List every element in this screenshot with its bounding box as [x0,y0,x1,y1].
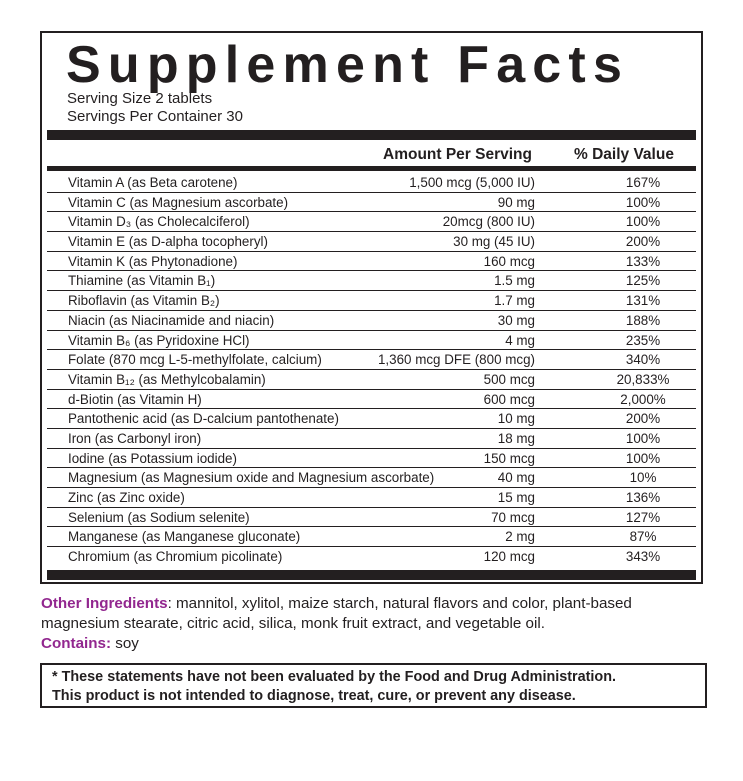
table-row [47,252,696,272]
nutrient-daily-value: 167% [625,175,661,190]
nutrient-name: Thiamine (as Vitamin B₁) [68,273,216,289]
nutrient-daily-value: 2,000% [620,391,666,407]
table-row [47,370,696,390]
nutrient-name: Vitamin K (as Phytonadione) [68,253,238,269]
nutrient-name: Iron (as Carbonyl iron) [68,430,202,446]
nutrient-daily-value: 100% [625,214,661,230]
serving-size: Serving Size 2 tablets [67,90,213,107]
nutrient-name: Chromium (as Chromium picolinate) [68,549,283,565]
nutrient-daily-value: 100% [625,430,661,446]
table-row [47,350,696,370]
nutrient-amount: 120 mcg [483,549,535,565]
nutrient-name: Vitamin B₁₂ (as Methylcobalamin) [68,371,266,387]
nutrient-amount: 90 mg [497,194,535,210]
nutrient-amount: 1,360 mcg DFE (800 mcg) [377,352,535,368]
nutrient-amount: 150 mcg [483,450,535,466]
column-header-daily-value: % Daily Value [574,146,674,163]
table-row [47,527,696,547]
nutrient-name: Vitamin B₆ (as Pyridoxine HCl) [68,332,250,348]
nutrient-amount: 18 mg [497,430,535,446]
servings-per-container: Servings Per Container 30 [67,108,243,125]
table-row [47,212,696,232]
fda-disclaimer-box [40,663,707,708]
table-row [47,193,696,213]
nutrient-amount: 1,500 mcg (5,000 IU) [409,175,535,190]
other-ingredients-text: : mannitol, xylitol, maize starch, natural flavors and color, plant-based magnesium stearate, citric acid, silica, monk fruit extract, and vegetable oil. [41,595,632,632]
nutrient-amount: 40 mg [497,470,535,486]
nutrient-daily-value: 340% [625,352,661,368]
nutrient-daily-value: 188% [625,312,661,328]
nutrient-daily-value: 10% [629,470,657,486]
nutrient-name: Iodine (as Potassium iodide) [68,450,237,466]
nutrient-daily-value: 235% [625,332,661,348]
table-row [47,429,696,449]
nutrient-amount: 1.7 mg [494,293,535,309]
nutrient-daily-value: 136% [625,490,661,505]
fda-disclaimer [52,668,616,706]
label-title: Supplement Facts [66,36,630,94]
disclaimer-line-2: This product is not intended to diagnose, treat, cure, or prevent any disease. [52,688,576,704]
nutrient-name: Vitamin E (as D-alpha tocopheryl) [68,234,268,250]
table-row [47,547,696,567]
bottom-divider [47,570,696,580]
nutrient-daily-value: 127% [625,509,661,525]
thick-divider [47,130,696,140]
table-row [47,488,696,508]
other-ingredients [41,594,701,634]
table-row [47,271,696,291]
table-row [47,390,696,410]
nutrient-daily-value: 100% [625,450,661,466]
nutrient-name: Magnesium (as Magnesium oxide and Magnesium ascorbate) [68,470,435,486]
disclaimer-line-1: * These statements have not been evaluated by the Food and Drug Administration. [52,669,616,685]
nutrient-amount: 70 mcg [491,509,535,525]
nutrient-name: Folate (870 mcg L-5-methylfolate, calcium) [68,352,322,368]
supplement-facts-panel [40,31,703,584]
nutrient-name: Manganese (as Manganese gluconate) [68,529,301,545]
contains-label: Contains: [41,635,112,652]
nutrient-name: d-Biotin (as Vitamin H) [68,391,202,407]
nutrient-daily-value: 20,833% [616,371,670,387]
table-row [47,449,696,469]
nutrient-amount: 2 mg [505,529,535,545]
nutrient-daily-value: 133% [625,253,661,269]
nutrient-daily-value: 100% [625,194,661,210]
nutrient-amount: 1.5 mg [494,273,535,289]
nutrient-amount: 20mcg (800 IU) [442,214,535,230]
table-row [47,311,696,331]
medium-divider [47,166,696,171]
ingredients-section [41,594,701,654]
contains-text: soy [111,635,139,652]
table-row [47,232,696,252]
nutrient-amount: 4 mg [505,332,535,348]
nutrient-amount: 30 mg [497,312,535,328]
nutrient-daily-value: 131% [625,293,661,309]
nutrient-name: Pantothenic acid (as D-calcium pantothenate) [68,411,339,427]
other-ingredients-label: Other Ingredients [41,595,168,612]
table-row [47,508,696,528]
nutrient-amount: 600 mcg [483,391,535,407]
nutrient-name: Vitamin D₃ (as Cholecalciferol) [68,214,250,230]
table-row [47,409,696,429]
nutrient-daily-value: 125% [625,273,661,289]
nutrient-amount: 10 mg [497,411,535,427]
column-header-amount: Amount Per Serving [383,146,532,163]
nutrient-name: Vitamin C (as Magnesium ascorbate) [68,194,289,210]
nutrient-amount: 500 mcg [483,371,535,387]
nutrient-daily-value: 343% [625,549,661,565]
nutrient-amount: 15 mg [497,490,535,505]
nutrient-amount: 160 mcg [483,253,535,269]
table-row [47,468,696,488]
nutrient-name: Riboflavin (as Vitamin B₂) [68,293,220,309]
table-row [47,331,696,351]
nutrient-daily-value: 200% [625,234,661,250]
nutrient-table [47,173,696,567]
nutrient-daily-value: 87% [629,529,657,545]
nutrient-name: Vitamin A (as Beta carotene) [68,175,238,190]
contains [41,634,701,654]
nutrient-name: Zinc (as Zinc oxide) [68,490,185,505]
nutrient-amount: 30 mg (45 IU) [453,234,535,250]
nutrient-name: Niacin (as Niacinamide and niacin) [68,312,275,328]
table-row [47,291,696,311]
nutrient-daily-value: 200% [625,411,661,427]
table-row [47,173,696,193]
nutrient-name: Selenium (as Sodium selenite) [68,509,250,525]
serving-info [67,90,243,126]
